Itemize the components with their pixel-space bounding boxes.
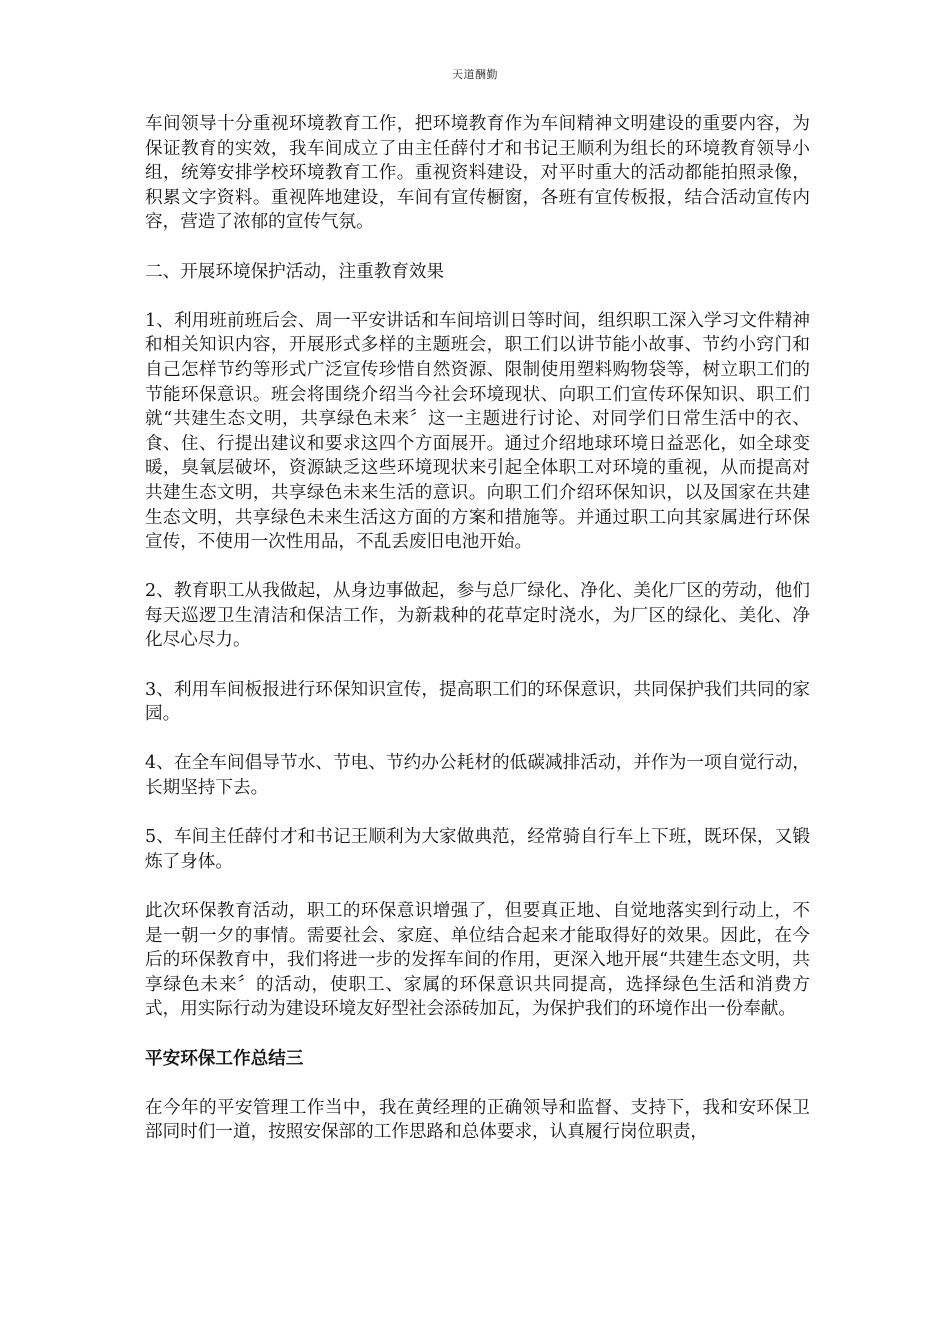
section-subheading: 二、开展环境保护活动，注重教育效果 xyxy=(145,261,445,282)
paragraph-item-4: 4、在全车间倡导节水、节电、节约办公耗材的低碳减排活动，并作为一项自觉行动，长期坚持下去。 xyxy=(145,753,810,799)
paragraph-intro: 车间领导十分重视环境教育工作，把环境教育作为车间精神文明建设的重要内容，为保证教育的实效，我车间成立了由主任薛付才和书记王顺利为组长的环境教育领导小组，统筹安排学校环境教育工作。重视资料建设，对平时重大的活动都能拍照录像，积累文字资料。重视阵地建设，车间有宣传橱窗，各班有宣传板报，结合活动宣传内容，营造了浓郁的宣传气氛。 xyxy=(145,114,810,233)
section-heading: 平安环保工作总结三 xyxy=(145,1048,304,1069)
paragraph-item-1: 1、利用班前班后会、周一平安讲话和车间培训日等时间，组织职工深入学习文件精神和相关知识内容，开展形式多样的主题班会，职工们以讲节能小故事、节约小窍门和自己怎样节约等形式广泛宣传珍惜自然资源、限制使用塑料购物袋等，树立职工们的节能环保意识。班会将围绕介绍当今社会环境现状、向职工们宣传环保知识、职工们就“共建生态文明，共享绿色未来〞这一主题进行讨论、对同学们日常生活中的衣、食、住、行提出建议和要求这四个方面展开。通过介绍地球环境日益恶化，如全球变暖，臭氧层破坏，资源缺乏这些环境现状来引起全体职工对环境的重视，从而提高对共建生态文明，共享绿色未来生活的意识。向职工们介绍环保知识，以及国家在共建生态文明，共享绿色未来生活这方面的方案和措施等。并通过职工向其家属进行环保宣传，不使用一次性用品，不乱丢废旧电池开始。 xyxy=(145,310,810,553)
paragraph-closing: 在今年的平安管理工作当中，我在黄经理的正确领导和监督、支持下，我和安环保卫部同时们一道，按照安保部的工作思路和总体要求，认真履行岗位职责， xyxy=(145,1097,810,1143)
paragraph-item-3: 3、利用车间板报进行环保知识宣传，提高职工们的环保意识，共同保护我们共同的家园。 xyxy=(145,679,810,725)
page-header: 天道酬勤 xyxy=(452,68,498,81)
paragraph-conclusion: 此次环保教育活动，职工的环保意识增强了，但要真正地、自觉地落实到行动上，不是一朝一夕的事情。需要社会、家庭、单位结合起来才能取得好的效果。因此，在今后的环保教育中，我们将进一步的发挥车间的作用，更深入地开展“共建生态文明，共享绿色未来〞的活动，使职工、家属的环保意识共同提高，选择绿色生活和消费方式，用实际行动为建设环境友好型社会添砖加瓦，为保护我们的环境作出一份奉献。 xyxy=(145,901,810,1020)
paragraph-item-2: 2、教育职工从我做起，从身边事做起，参与总厂绿化、净化、美化厂区的劳动，他们每天巡逻卫生清洁和保洁工作，为新栽种的花草定时浇水，为厂区的绿化、美化、净化尽心尽力。 xyxy=(145,581,810,651)
document-body xyxy=(145,112,810,1170)
paragraph-item-5: 5、车间主任薛付才和书记王顺利为大家做典范，经常骑自行车上下班，既环保，又锻炼了身体。 xyxy=(145,827,810,872)
